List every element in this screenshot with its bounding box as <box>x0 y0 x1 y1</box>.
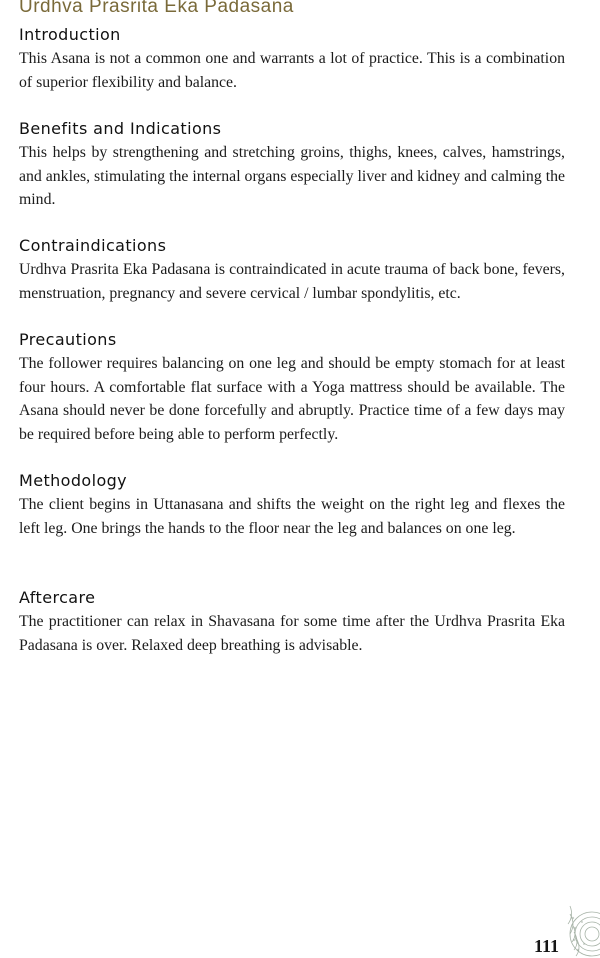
section-body: The client begins in Uttanasana and shifts the weight on the right leg and flexes the left leg. One brings the hands to the floor near the leg and balances on one leg. <box>19 496 565 537</box>
section-heading: Introduction <box>19 25 121 44</box>
section-heading: Methodology <box>19 471 128 490</box>
section-aftercare <box>19 588 565 657</box>
page-title: Urdhva Prasrita Eka Padasana <box>19 0 294 17</box>
section-heading: Contraindications <box>19 236 167 255</box>
decorative-ornament-icon <box>562 894 600 958</box>
section-body: This Asana is not a common one and warrants a lot of practice. This is a combination of superior flexibility and balance. <box>19 50 565 91</box>
section-body: This helps by strengthening and stretching groins, thighs, knees, calves, hamstrings, and ankles, stimulating the internal organs especially liver and kidney and calming the mind. <box>19 144 565 208</box>
section-heading: Precautions <box>19 330 117 349</box>
page-number: 111 <box>534 936 560 956</box>
section-body: The practitioner can relax in Shavasana for some time after the Urdhva Prasrita Eka Padasana is over. Relaxed deep breathing is advisable. <box>19 613 565 654</box>
section-contraindications <box>19 236 565 305</box>
section-benefits-and-indications <box>19 119 565 212</box>
section-introduction <box>19 25 565 94</box>
section-body: Urdhva Prasrita Eka Padasana is contraindicated in acute trauma of back bone, fevers, menstruation, pregnancy and severe cervical / lumbar spondylitis, etc. <box>19 261 565 302</box>
section-body: The follower requires balancing on one leg and should be empty stomach for at least four hours. A comfortable flat surface with a Yoga mattress should be available. The Asana should never be done forcefully and abruptly. Practice time of a few days may be required before being able to perform perfectly. <box>19 355 565 443</box>
section-methodology <box>19 471 565 540</box>
section-heading: Benefits and Indications <box>19 119 222 138</box>
section-precautions <box>19 330 565 446</box>
section-heading: Aftercare <box>19 588 96 607</box>
